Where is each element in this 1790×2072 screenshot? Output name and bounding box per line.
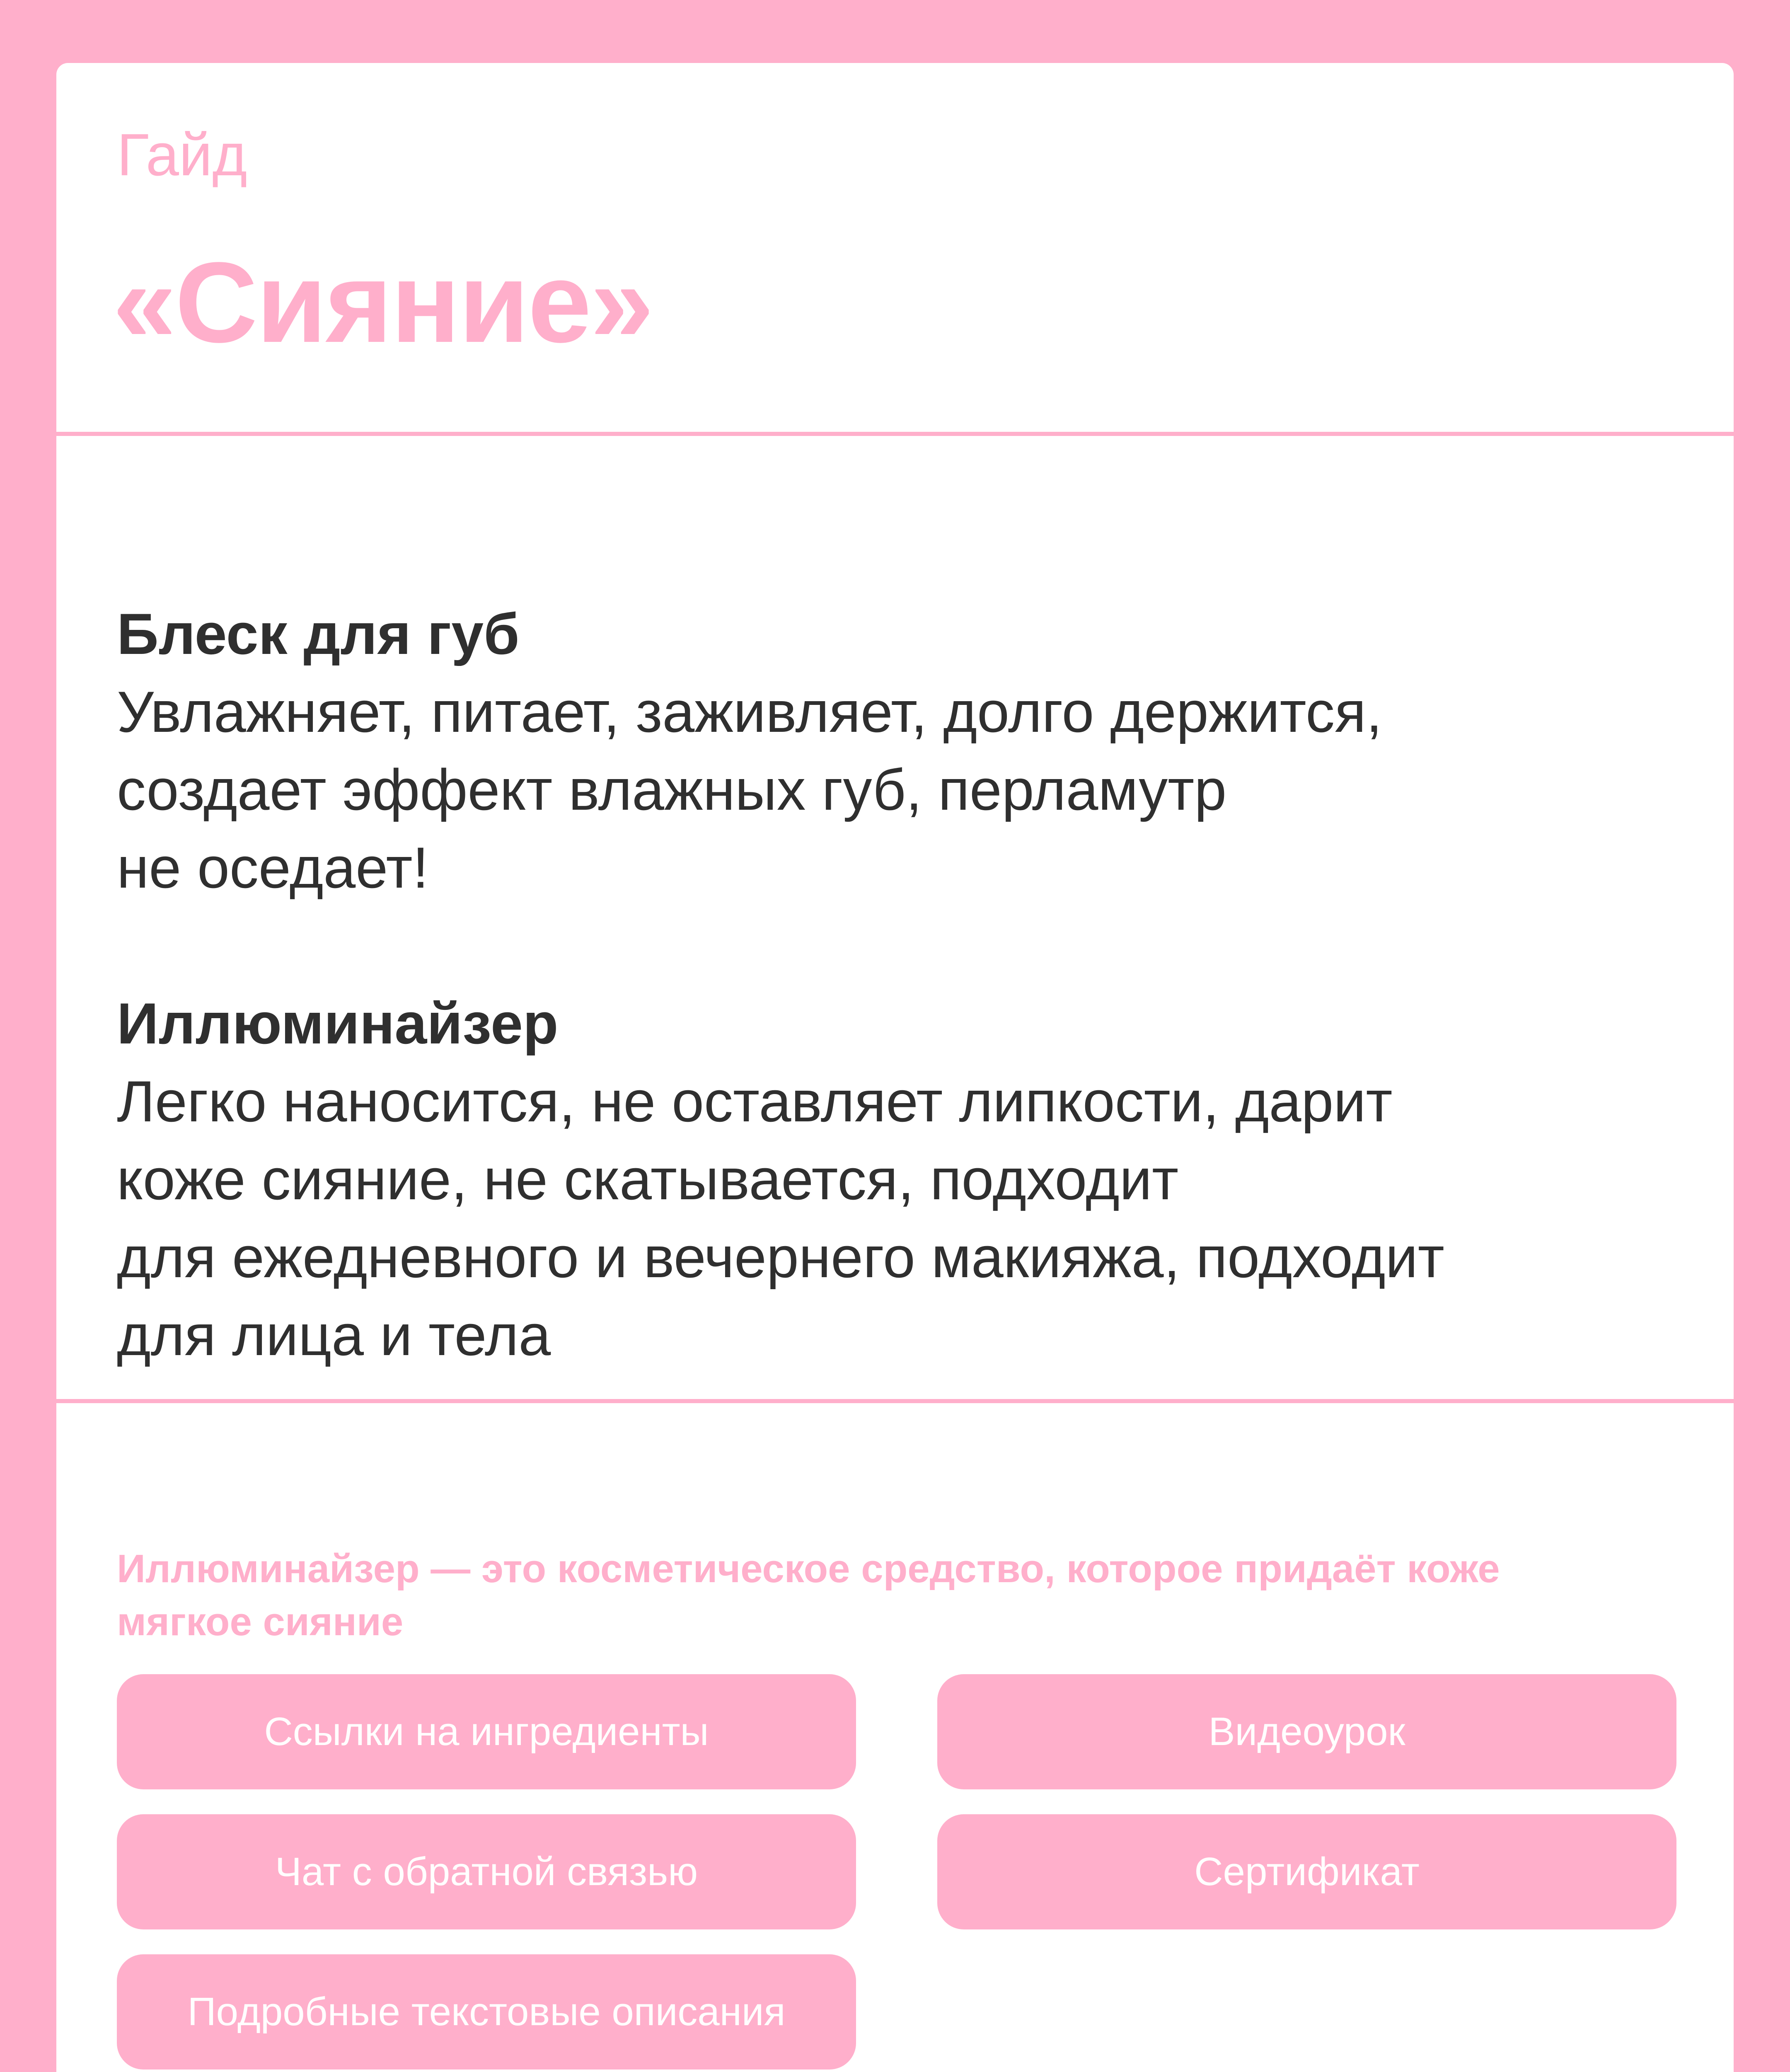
lip-gloss-title: Блеск для губ <box>117 601 520 666</box>
guide-label: Гайд <box>117 121 247 188</box>
illuminator-title: Иллюминайзер <box>117 991 559 1056</box>
lip-gloss-description-line: не оседает! <box>117 835 429 900</box>
illuminator-section <box>117 985 1691 1374</box>
product-descriptions <box>117 595 1691 1374</box>
feedback-chat-button[interactable]: Чат с обратной связью <box>117 1814 856 1929</box>
illuminator-description-line: для лица и тела <box>117 1302 551 1368</box>
video-lesson-button[interactable]: Видеоурок <box>937 1674 1676 1789</box>
illuminator-description-line: для ежедневного и вечернего макияжа, подходит <box>117 1225 1444 1290</box>
page-title: «Сияние» <box>113 239 653 366</box>
middle-divider <box>56 1399 1734 1403</box>
text-descriptions-button[interactable]: Подробные текстовые описания <box>117 1954 856 2070</box>
ingredients-links-button[interactable]: Ссылки на ингредиенты <box>117 1674 856 1789</box>
definition-line: мягкое сияние <box>117 1600 404 1644</box>
certificate-button[interactable]: Сертификат <box>937 1814 1676 1929</box>
top-divider <box>56 432 1734 436</box>
header <box>56 63 1734 434</box>
definition-line: Иллюминайзер — это косметическое средство, которое придаёт коже <box>117 1547 1500 1591</box>
illuminator-description-line: коже сияние, не скатывается, подходит <box>117 1147 1179 1212</box>
lip-gloss-section <box>117 595 1691 907</box>
illuminator-description-line: Легко наносится, не оставляет липкости, дарит <box>117 1069 1393 1134</box>
guide-actions <box>117 1674 1687 2072</box>
guide-card <box>56 63 1734 2072</box>
lip-gloss-description-line: создает эффект влажных губ, перламутр <box>117 757 1227 822</box>
lip-gloss-description-line: Увлажняет, питает, заживляет, долго держится, <box>117 679 1382 744</box>
illuminator-definition <box>117 1542 1675 1648</box>
